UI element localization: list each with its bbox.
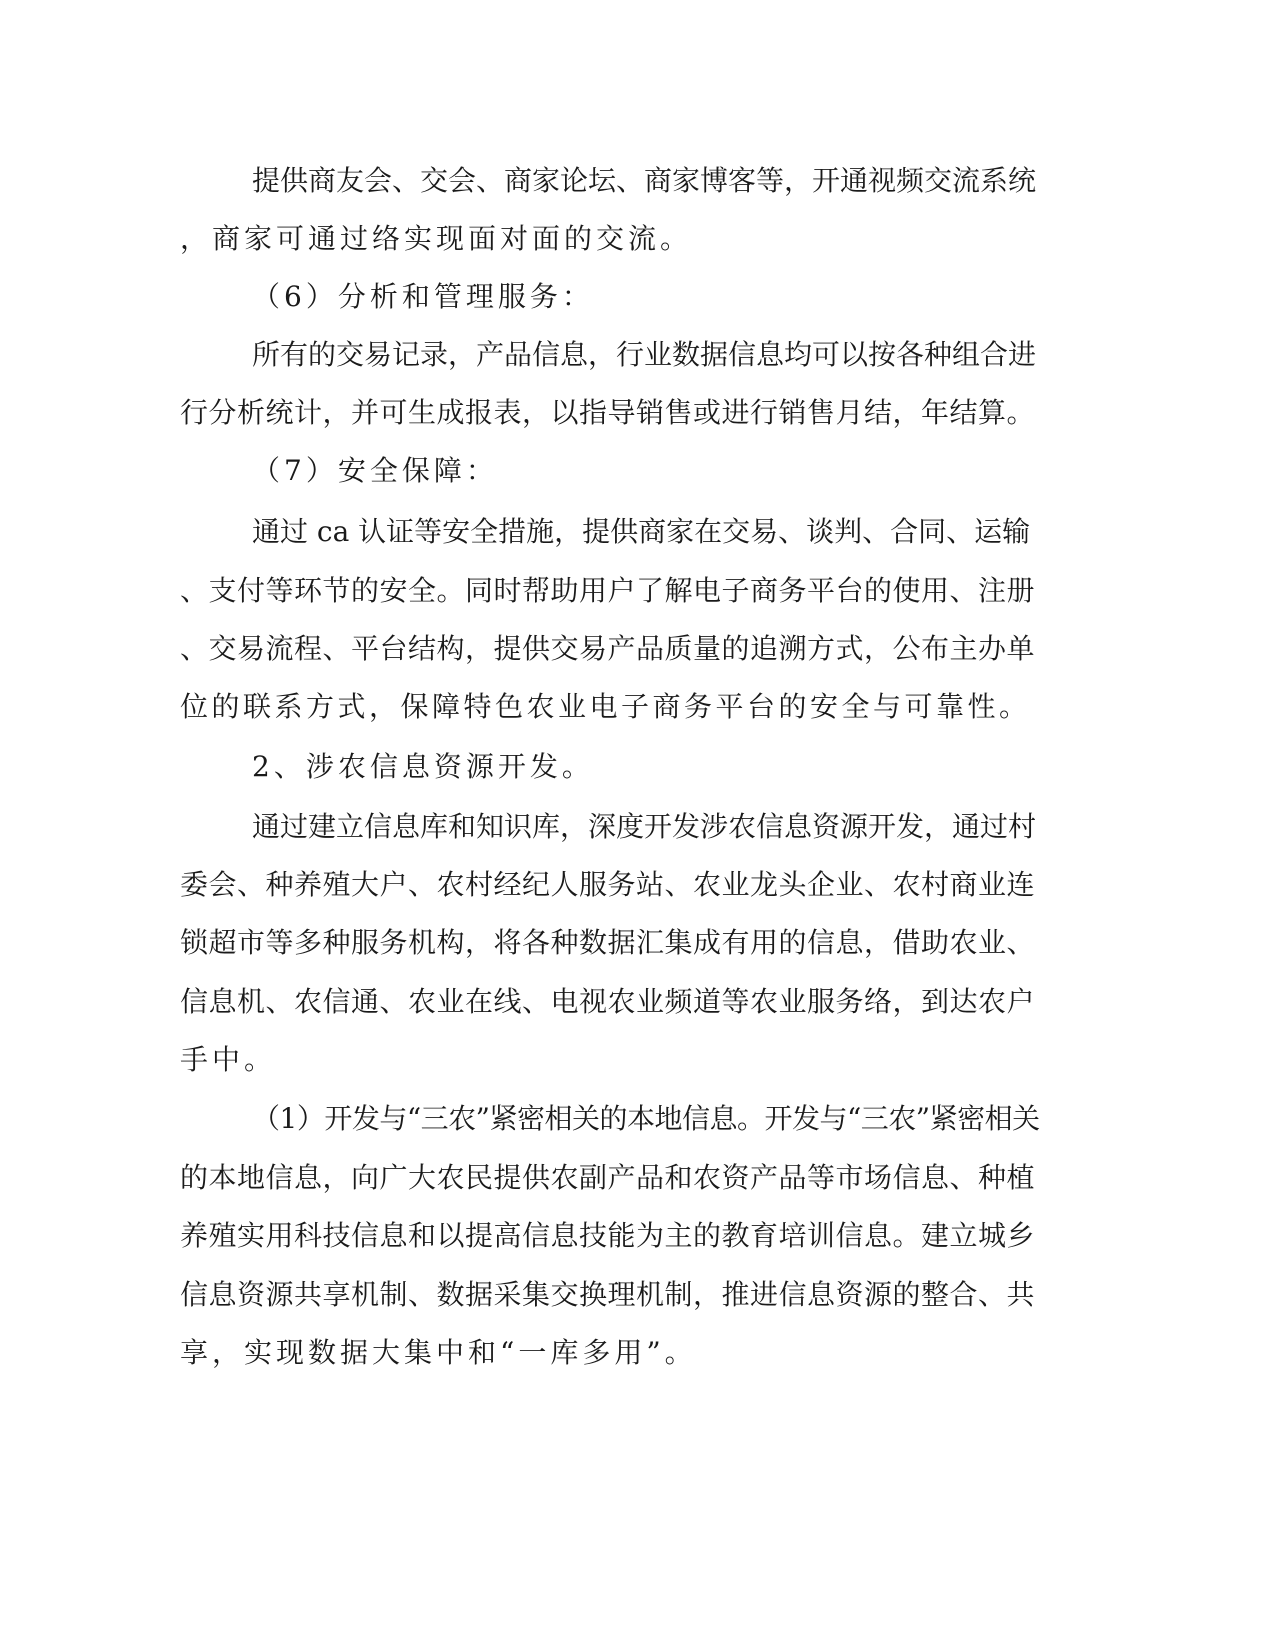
text-line-20: 信息资源共享机制、数据采集交换理机制，推进信息资源的整合、共 [180,1278,1036,1311]
text-line-21: 享，实现数据大集中和“一库多用”。 [180,1336,697,1369]
text-line-14: 锁超市等多种服务机构，将各种数据汇集成有用的信息，借助农业、 [180,926,1036,959]
text-line-7: 通过 ca 认证等安全措施，提供商家在交易、谈判、合同、运输 [252,515,1031,548]
text-line-4: 所有的交易记录，产品信息，行业数据信息均可以按各种组合进 [252,338,1037,371]
section-heading-1: （1）开发与“三农”紧密相关的本地信息。开发与“三农”紧密相关 [252,1102,1040,1135]
text-line-9: 、交易流程、平台结构，提供交易产品质量的追溯方式，公布主办单 [180,632,1036,665]
section-heading-6: （6）分析和管理服务： [252,280,594,313]
text-line-1: 提供商友会、交会、商家论坛、商家博客等，开通视频交流系统 [252,164,1037,197]
text-line-18: 的本地信息，向广大农民提供农副产品和农资产品等市场信息、种植 [180,1161,1036,1194]
text-line-10: 位的联系方式，保障特色农业电子商务平台的安全与可靠性。 [180,690,1031,723]
text-line-13: 委会、种养殖大户、农村经纪人服务站、农业龙头企业、农村商业连 [180,868,1036,901]
text-line-5: 行分析统计，并可生成报表，以指导销售或进行销售月结，年结算。 [180,396,1036,429]
text-line-19: 养殖实用科技信息和以提高信息技能为主的教育培训信息。建立城乡 [180,1219,1036,1252]
section-heading-2: 2、涉农信息资源开发。 [252,750,594,783]
section-heading-7: （7）安全保障： [252,454,498,487]
text-line-15: 信息机、农信通、农业在线、电视农业频道等农业服务络，到达农户 [180,985,1036,1018]
text-line-2: ，商家可通过络实现面对面的交流。 [180,222,693,255]
text-line-16: 手中。 [180,1043,277,1076]
text-line-8: 、支付等环节的安全。同时帮助用户了解电子商务平台的使用、注册 [180,574,1036,607]
text-line-12: 通过建立信息库和知识库，深度开发涉农信息资源开发，通过村 [252,810,1037,843]
